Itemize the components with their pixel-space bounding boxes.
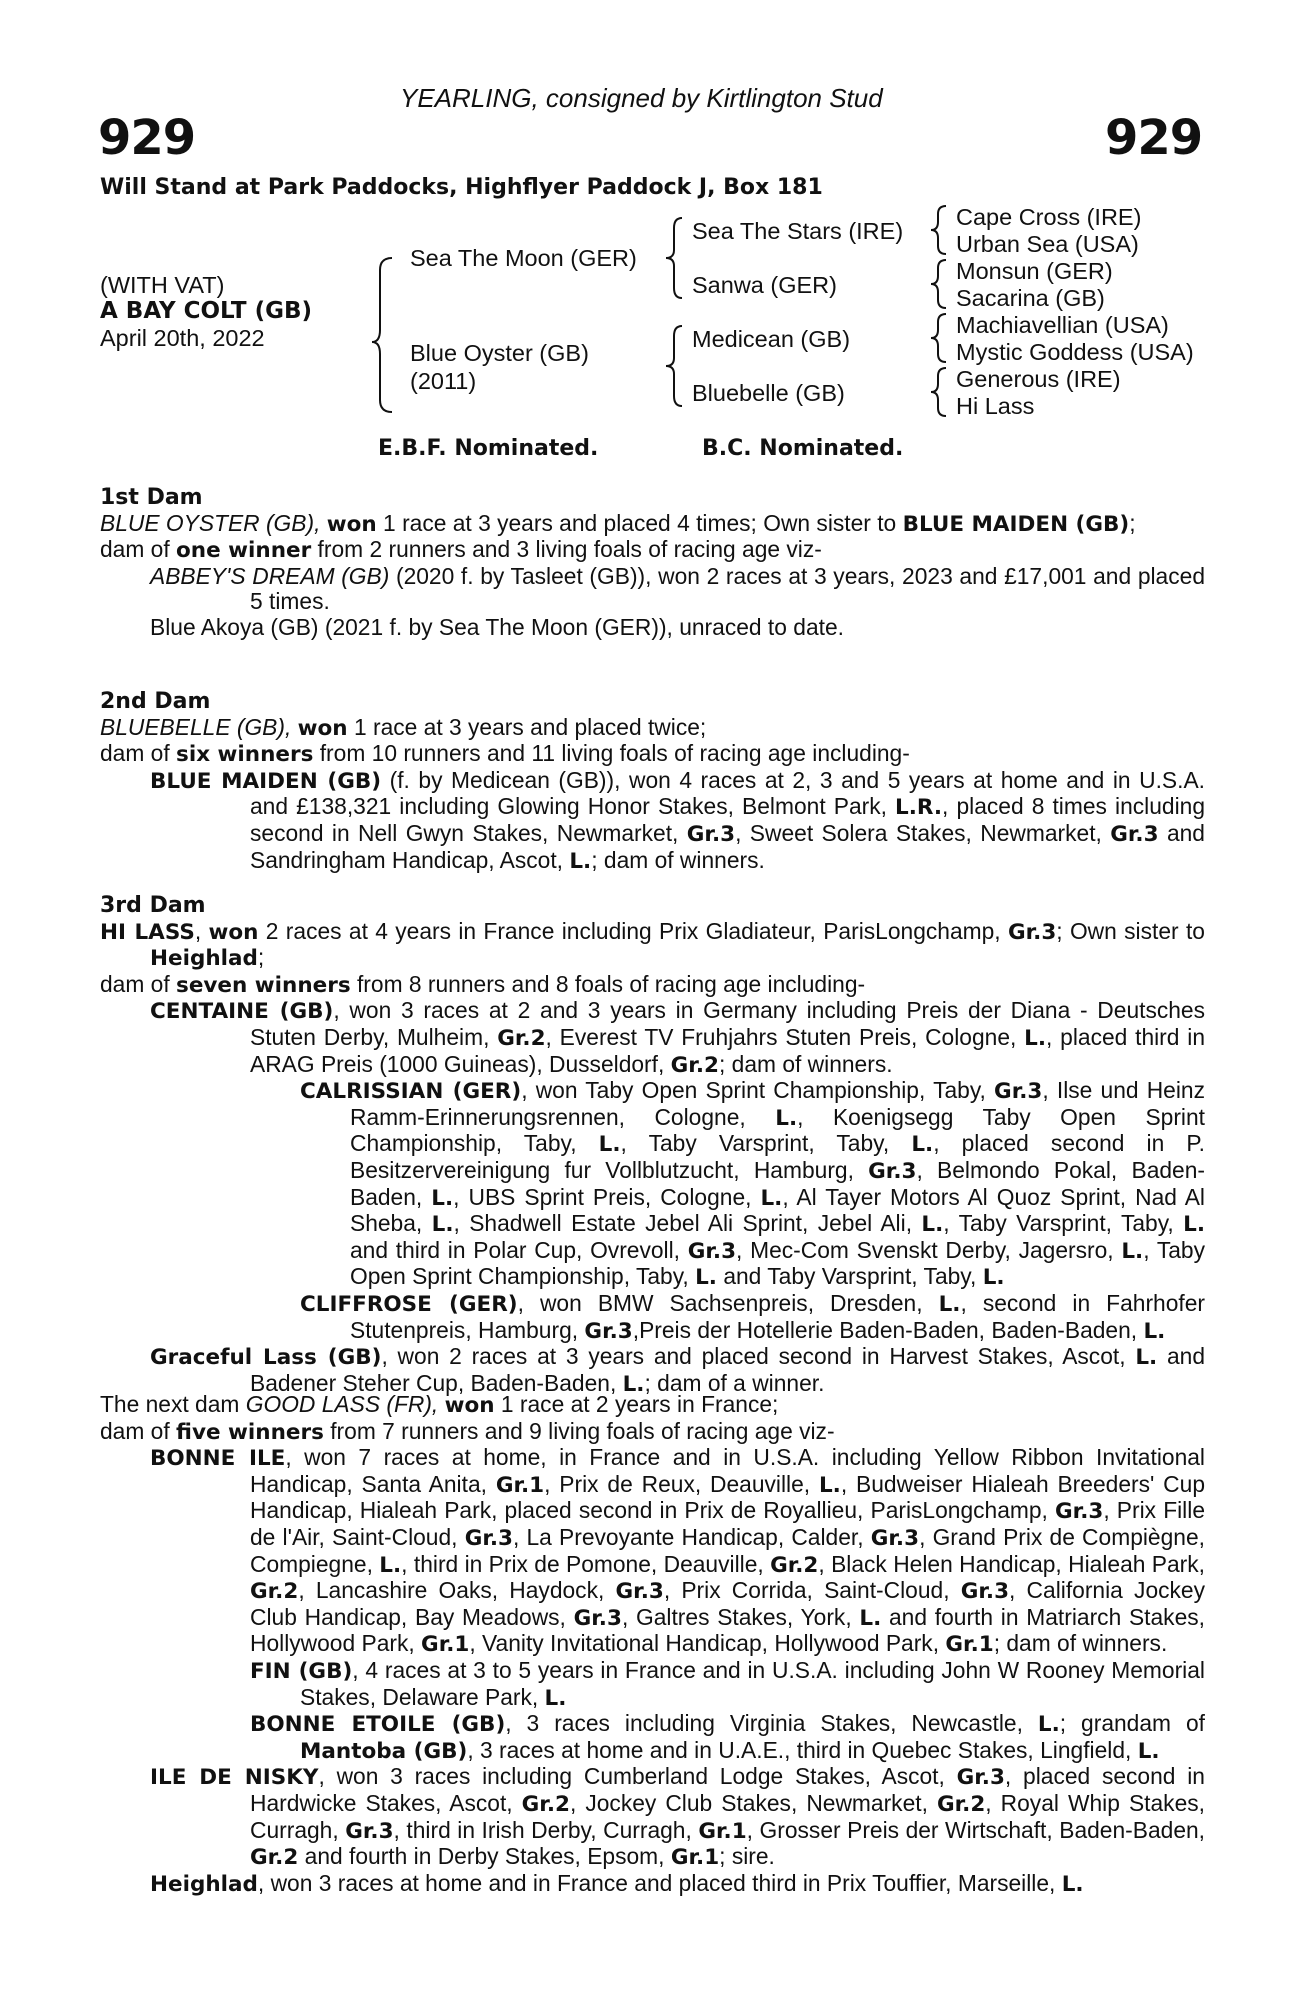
t: and fourth in Matriarch Stakes, Hollywood Park, (250, 1603, 1205, 1657)
t: , Taby Varsprint, Taby, (943, 1210, 1184, 1237)
t: 1 race at 2 years in France; (494, 1391, 779, 1417)
t: , won 3 races at home and in France and placed third in Prix Touffier, Marseille, (257, 1869, 1062, 1896)
produce-entry-calrissian (100, 1078, 1205, 1291)
g: L. (1143, 1318, 1166, 1344)
t: and Sandringham Handicap, Ascot, (250, 819, 1205, 873)
t: , 3 races including Virginia Stakes, Newcastle, (505, 1710, 1038, 1737)
dam-line (100, 715, 1205, 742)
record: Blue Akoya (GB) (2021 f. by Sea The Moon (GER)), unraced to date. (150, 613, 844, 640)
t: , Taby Open Sprint Championship, Taby, (350, 1236, 1205, 1290)
g: Gr.3 (573, 1605, 622, 1631)
text: 1 race at 3 years and placed twice; (347, 713, 707, 740)
g: L. (760, 1185, 783, 1211)
sire-sire: Sea The Stars (IRE) (692, 218, 904, 244)
horse-name: Heighlad (150, 1871, 258, 1897)
g: L. (1137, 1738, 1160, 1764)
t: and fourth in Derby Stakes, Epsom, (298, 1843, 671, 1870)
g-dds: Generous (IRE) (956, 366, 1121, 392)
g: Gr.3 (956, 1765, 1005, 1791)
t: and third in Polar Cup, Ovrevoll, (350, 1236, 688, 1263)
dam-dam: Bluebelle (GB) (692, 380, 845, 406)
g: Gr.3 (1055, 1499, 1104, 1525)
sister-name: BLUE MAIDEN (GB) (902, 511, 1130, 537)
g: Gr.3 (345, 1818, 394, 1844)
g: L. (1135, 1345, 1158, 1371)
text: dam of (100, 536, 177, 563)
t: , (194, 917, 209, 944)
consignment-line: YEARLING, consigned by Kirtlington Stud (400, 83, 883, 113)
g: Gr.2 (521, 1791, 570, 1817)
g: L. (695, 1265, 717, 1291)
g: Gr.1 (945, 1632, 994, 1658)
g: L. (1121, 1238, 1144, 1264)
produce-entry-heighlad (100, 1871, 1205, 1898)
t: 2 races at 4 years in France including Prix Gladiateur, ParisLongchamp, (258, 917, 1008, 944)
g: Gr.1 (670, 1845, 720, 1871)
t: , won 3 races including Cumberland Lodge Stakes, Ascot, (318, 1763, 957, 1790)
t: , 3 races at home and in U.A.E., third in Quebec Stakes, Lingfield, (467, 1736, 1138, 1763)
t: from 7 runners and 9 living foals of racing age viz- (323, 1417, 835, 1444)
g-sss: Cape Cross (IRE) (956, 204, 1142, 230)
t: , Al Tayer Motors Al Quoz Sprint, Nad Al Sheba, (350, 1183, 1205, 1237)
won-label: won (297, 715, 348, 741)
g: L. (1037, 1712, 1060, 1738)
horse-name: ILE DE NISKY (150, 1765, 319, 1791)
t: , Budweiser Hialeah Breeders' Cup Handicap, Hialeah Park, placed second in Prix de Royallieu, ParisLongchamp, (250, 1470, 1206, 1524)
race-text: 1 race at 3 years and placed 4 times; Own sister to (376, 509, 903, 536)
g: L. (859, 1605, 882, 1631)
t: ; dam of winners. (591, 846, 765, 873)
t: (f. by Medicean (GB)), won 4 races at 2, 3 and 5 years at home and in U.S.A. and £138,321 including Glowing Honor Stakes, Belmont Park, (250, 766, 1205, 820)
bc-nominated: B.C. Nominated. (702, 436, 904, 461)
t: , Koenigsegg Taby Open Sprint Championship, Taby, (350, 1103, 1205, 1157)
dam-name: BLUE OYSTER (GB), (100, 509, 321, 536)
t: , 4 races at 3 to 5 years in France and in U.S.A. including John W Rooney Memorial Stakes, Delaware Park, (300, 1656, 1205, 1710)
winners-count: six winners (176, 742, 314, 768)
dam-name: BLUEBELLE (GB), (100, 713, 292, 740)
g: L. (379, 1552, 402, 1578)
t: The next dam (100, 1391, 246, 1417)
produce-entry-bonne-ile (100, 1445, 1205, 1658)
t: , Prix Fille de l'Air, Saint-Cloud, (250, 1497, 1205, 1550)
t: , placed second in P. Besitzervereinigung fur Vollblutzucht, Hamburg, (350, 1130, 1205, 1183)
t: , UBS Sprint Preis, Cologne, (453, 1183, 761, 1210)
horse-name: FIN (GB) (250, 1658, 353, 1684)
third-dam-section (100, 893, 1205, 1397)
produce-entry-cliffrose (100, 1291, 1205, 1344)
horse-name: ABBEY'S DREAM (GB) (150, 562, 390, 589)
g: Gr.1 (421, 1632, 470, 1658)
g: Gr.3 (868, 1158, 917, 1184)
t: , Grand Prix de Compiègne, Compiegne, (250, 1523, 1205, 1577)
t: , placed third in ARAG Preis (1000 Guineas), Dusseldorf, (250, 1023, 1205, 1077)
t: , third in Irish Derby, Curragh, (393, 1816, 699, 1843)
t: , third in Prix de Pomone, Deauville, (401, 1550, 771, 1577)
sire: Sea The Moon (GER) (410, 245, 637, 271)
g: L. (544, 1685, 567, 1711)
g: L. (982, 1265, 1005, 1291)
horse-name: CALRISSIAN (GER) (300, 1079, 522, 1105)
sire-dam: Sanwa (GER) (692, 272, 837, 298)
g: Gr.2 (497, 1025, 546, 1051)
t: , Prix Corrida, Saint-Cloud, (663, 1577, 961, 1604)
g: Gr.3 (464, 1525, 513, 1551)
g: L. (431, 1185, 454, 1211)
t: ; dam of a winner. (644, 1369, 825, 1396)
won-label: won (444, 1393, 495, 1418)
produce-entry-fin (100, 1658, 1205, 1711)
g-sds: Monsun (GER) (956, 258, 1113, 284)
produce-summary (100, 741, 1205, 768)
produce-summary (100, 972, 1205, 999)
g: Gr.3 (960, 1579, 1010, 1605)
t: , Vanity Invitational Handicap, Hollywood Park, (469, 1630, 946, 1657)
lot-number-left: 929 (98, 110, 196, 166)
g-sdd: Sacarina (GB) (956, 285, 1105, 311)
t: , La Prevoyante Handicap, Calder, (513, 1523, 871, 1550)
g: L. (775, 1105, 798, 1131)
produce-entry-ile-de-nisky (100, 1764, 1205, 1870)
ebf-nominated: E.B.F. Nominated. (378, 436, 599, 461)
dam-line (100, 1392, 1205, 1419)
sibling-name: Heighlad (150, 946, 258, 972)
t: , Shadwell Estate Jebel Ali Sprint, Jebel Ali, (453, 1210, 922, 1237)
t: , Grosser Preis der Wirtschaft, Baden-Baden, (746, 1816, 1206, 1843)
punct: ; (1129, 509, 1136, 536)
t: , Taby Varsprint, Taby, (620, 1130, 912, 1157)
text: from 10 runners and 11 living foals of racing age including- (313, 740, 910, 767)
dam-sire: Medicean (GB) (692, 326, 851, 352)
g: L. (911, 1132, 934, 1158)
t: , Black Helen Handicap, Hialeah Park, (818, 1550, 1205, 1577)
t: , Sweet Solera Stakes, Newmarket, (735, 819, 1111, 846)
t: , Belmondo Pokal, Baden-Baden, (350, 1156, 1205, 1210)
section-heading: 3rd Dam (100, 893, 206, 918)
g: L. (569, 848, 592, 874)
g: Gr.1 (698, 1818, 747, 1844)
dam-line (100, 511, 1205, 538)
produce-entry (100, 615, 1205, 641)
horse-name: CLIFFROSE (GER) (300, 1291, 518, 1317)
g: L. (431, 1212, 454, 1238)
second-dam-section (100, 689, 1205, 874)
g: Gr.3 (870, 1525, 920, 1551)
horse-name: A BAY COLT (GB) (100, 298, 313, 324)
vat-note: (WITH VAT) (100, 272, 225, 298)
date-of-birth: April 20th, 2022 (100, 325, 265, 351)
t: , Lancashire Oaks, Haydock, (298, 1577, 616, 1604)
t: , Mec-Com Svenskt Derby, Jagersro, (736, 1236, 1122, 1263)
t: , won 7 races at home, in France and in U.S.A. including Yellow Ribbon Invitational Handicap, Santa Anita, (250, 1444, 1205, 1497)
g: L. (921, 1212, 944, 1238)
t: ; dam of winners. (993, 1630, 1168, 1657)
text: dam of (100, 740, 177, 767)
t: , Ilse und Heinz Ramm-Erinnerungsrennen, Cologne, (350, 1077, 1205, 1130)
horse-name: BONNE ETOILE (GB) (250, 1712, 506, 1738)
won-label: won (208, 919, 259, 945)
t: ; Own sister to (1056, 917, 1205, 944)
g: Gr.2 (250, 1579, 299, 1605)
g-dsd: Mystic Goddess (USA) (956, 339, 1194, 365)
t: ,Preis der Hotellerie Baden-Baden, Baden-Baden, (632, 1316, 1144, 1343)
horse-name: Mantoba (GB) (300, 1738, 468, 1764)
g: Gr.3 (1007, 919, 1057, 945)
winners-count: seven winners (176, 972, 351, 998)
g: Gr.3 (615, 1579, 664, 1605)
g: Gr.3 (584, 1318, 633, 1344)
text: from 2 runners and 3 living foals of racing age viz- (311, 536, 822, 563)
won-label: won (326, 511, 377, 537)
winners-count: one winner (176, 538, 312, 564)
dam-year: (2011) (410, 368, 477, 394)
g: Gr.3 (994, 1079, 1043, 1105)
g-ssd: Urban Sea (USA) (956, 231, 1139, 257)
horse-name: Graceful Lass (GB) (150, 1345, 382, 1371)
t: ; grandam of (1059, 1710, 1205, 1737)
horse-name: BLUE MAIDEN (GB) (150, 768, 382, 794)
section-heading: 2nd Dam (100, 689, 211, 714)
t: ; dam of winners. (718, 1050, 893, 1077)
g-ddd: Hi Lass (956, 393, 1035, 419)
horse-name: BONNE ILE (150, 1446, 286, 1472)
produce-entry-bonne-etoile (100, 1711, 1205, 1764)
section-heading: 1st Dam (100, 485, 203, 510)
produce-entry (100, 768, 1205, 874)
produce-entry-graceful-lass (100, 1344, 1205, 1397)
g: L. (622, 1371, 645, 1397)
g: Gr.2 (770, 1552, 819, 1578)
dam: Blue Oyster (GB) (410, 340, 589, 366)
t: and Badener Steher Cup, Baden-Baden, (250, 1343, 1206, 1396)
t: , California Jockey Club Handicap, Bay Meadows, (250, 1577, 1205, 1630)
g: L. (598, 1132, 621, 1158)
g: L. (1061, 1871, 1084, 1897)
t: and Taby Varsprint, Taby, (716, 1263, 983, 1290)
dam-name: GOOD LASS (FR), (245, 1391, 439, 1417)
g: Gr.2 (936, 1791, 986, 1817)
g: Gr.3 (1110, 821, 1159, 847)
horse-name: CENTAINE (GB) (150, 999, 334, 1025)
t: , placed 8 times including second in Nell Gwyn Stakes, Newmarket, (250, 793, 1205, 846)
t: , won 2 races at 3 years and placed second in Harvest Stakes, Ascot, (381, 1343, 1136, 1370)
produce-summary (100, 537, 1205, 564)
t: , Everest TV Fruhjahrs Stuten Preis, Cologne, (545, 1023, 1025, 1050)
lot-number-right: 929 (1105, 110, 1203, 166)
g: Gr.3 (687, 1238, 737, 1264)
t: dam of (100, 1417, 177, 1444)
g: L. (818, 1472, 841, 1498)
dam-line (100, 919, 1205, 972)
first-dam-section (100, 485, 1205, 641)
produce-summary (100, 1419, 1205, 1446)
g: L. (938, 1291, 961, 1317)
g: L. (1183, 1212, 1205, 1238)
produce-entry-centaine (100, 998, 1205, 1078)
g-dss: Machiavellian (USA) (956, 312, 1169, 338)
t: , won 3 races at 2 and 3 years in Germany including Preis der Diana - Deutsches Stuten Derby, Mulheim, (250, 997, 1206, 1050)
t: , won Taby Open Sprint Championship, Taby, (521, 1077, 995, 1104)
t: , Royal Whip Stakes, Curragh, (250, 1789, 1205, 1843)
winners-count: five winners (176, 1419, 324, 1445)
t: , won BMW Sachsenpreis, Dresden, (517, 1289, 939, 1316)
g: Gr.1 (495, 1472, 545, 1498)
g: Gr.2 (250, 1845, 299, 1871)
g: L.R. (895, 795, 943, 821)
stand-location: Will Stand at Park Paddocks, Highflyer Paddock J, Box 181 (100, 175, 823, 200)
dam-name: HI LASS (100, 919, 195, 945)
t: ; (257, 944, 265, 971)
next-dam-section (100, 1392, 1205, 1897)
t: , second in Fahrhofer Stutenpreis, Hamburg, (350, 1289, 1205, 1343)
t: ; sire. (719, 1843, 775, 1870)
t: , Prix de Reux, Deauville, (544, 1470, 819, 1497)
produce-entry (100, 564, 1205, 615)
t: , Galtres Stakes, York, (621, 1603, 860, 1630)
record: (2020 f. by Tasleet (GB)), won 2 races at 3 years, 2023 and £17,001 and placed 5 times. (250, 562, 1205, 615)
g: Gr.3 (686, 821, 736, 847)
g: Gr.2 (670, 1052, 719, 1078)
g: L. (1024, 1025, 1047, 1051)
t: , Jockey Club Stakes, Newmarket, (569, 1789, 937, 1816)
t: from 8 runners and 8 foals of racing age including- (350, 970, 866, 997)
t: dam of (100, 970, 177, 997)
t: , placed second in Hardwicke Stakes, Ascot, (250, 1763, 1205, 1816)
